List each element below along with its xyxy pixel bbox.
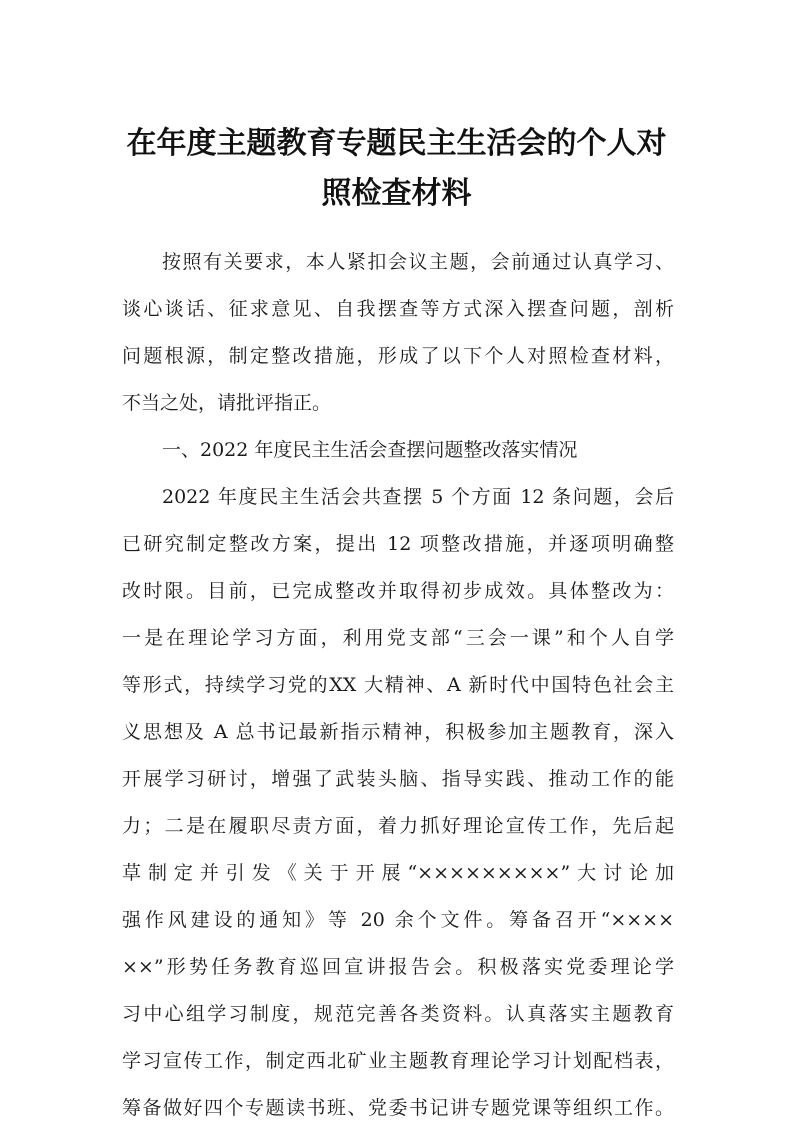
paragraph-line: 开展学习研讨，增强了武装头脑、指导实践、推动工作的能 <box>122 768 674 790</box>
section-heading: 一、2022 年度民主生活会查摆问题整改落实情况 <box>162 439 578 461</box>
paragraph-line: 强作风建设的通知》等 20 余个文件。筹备召开“×××× <box>122 909 674 931</box>
paragraph-line: 问题根源，制定整改措施，形成了以下个人对照检查材料， <box>122 345 674 367</box>
paragraph-line: 已研究制定整改方案，提出 12 项整改措施，并逐项明确整 <box>122 533 674 555</box>
paragraph-line: 草制定并引发《关于开展“×××××××××”大讨论加 <box>122 862 674 884</box>
paragraph-line: 义思想及 A 总书记最新指示精神，积极参加主题教育，深入 <box>122 721 674 743</box>
paragraph-line: 改时限。目前，已完成整改并取得初步成效。具体整改为： <box>122 580 674 602</box>
paragraph-line: 一是在理论学习方面，利用党支部“三会一课”和个人自学 <box>122 627 674 649</box>
paragraph-line: 筹备做好四个专题读书班、党委书记讲专题党课等组织工作。 <box>122 1097 674 1119</box>
paragraph-line: 谈心谈话、征求意见、自我摆查等方式深入摆查问题，剖析 <box>122 298 674 320</box>
paragraph-line: 等形式，持续学习党的XX 大精神、A 新时代中国特色社会主 <box>122 674 674 696</box>
paragraph-line: 不当之处，请批评指正。 <box>122 392 332 414</box>
paragraph-line: 2022 年度民主生活会共查摆 5 个方面 12 条问题，会后 <box>162 486 674 508</box>
paragraph-line: 按照有关要求，本人紧扣会议主题，会前通过认真学习、 <box>162 251 674 273</box>
document-title-line-1: 在年度主题教育专题民主生活会的个人对 <box>126 126 667 161</box>
paragraph-line: 习中心组学习制度，规范完善各类资料。认真落实主题教育 <box>122 1003 674 1025</box>
document-title-line-2: 照检查材料 <box>321 176 472 211</box>
paragraph-line: 学习宣传工作，制定西北矿业主题教育理论学习计划配档表， <box>122 1050 674 1072</box>
paragraph-line: ××”形势任务教育巡回宣讲报告会。积极落实党委理论学 <box>122 956 674 978</box>
paragraph-line: 力；二是在履职尽责方面，着力抓好理论宣传工作，先后起 <box>122 815 674 837</box>
